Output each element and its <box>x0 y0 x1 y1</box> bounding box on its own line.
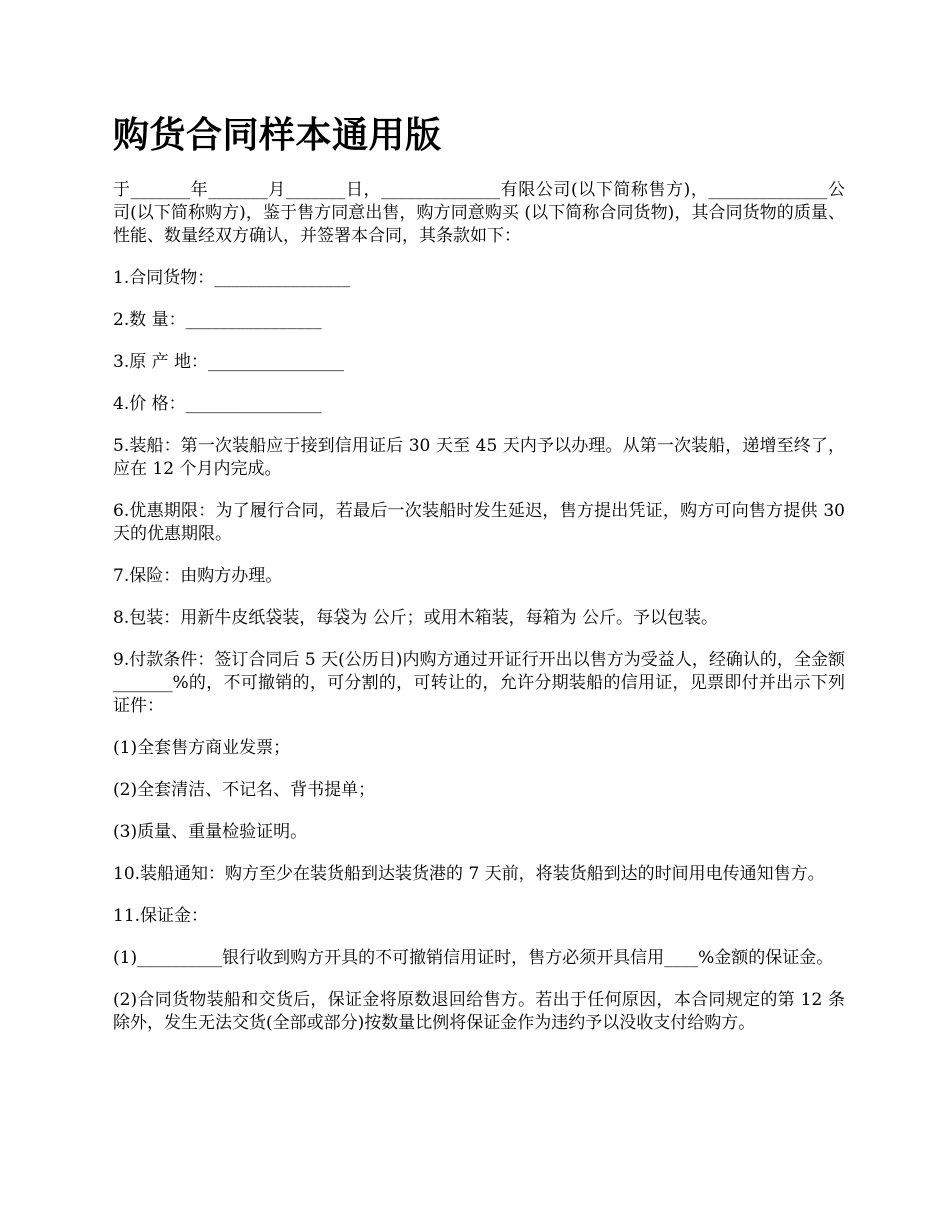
clause-grace-period: 6.优惠期限：为了履行合同，若最后一次装船时发生延迟，售方提出凭证，购方可向售方提供 30 天的优惠期限。 <box>113 501 845 544</box>
payment-document-inspection: (3)质量、重量检验证明。 <box>113 822 308 842</box>
clause-quantity: 2.数 量：________________ <box>113 310 322 330</box>
document-page <box>113 108 845 1054</box>
clause-price: 4.价 格：________________ <box>113 394 322 414</box>
deposit-item-1: (1)__________银行收到购方开具的不可撤销信用证时，售方必须开具信用____%金额的保证金。 <box>113 948 834 968</box>
preamble-paragraph: 于_______年_______月_______日，______________有限公司(以下简称售方)，______________公司(以下简称购方)，鉴于售方同意出售，购方同意购买 (以下简称合同货物)，其合同货物的质量、性能、数量经双方确认，并签署本合同，其条款如下： <box>113 180 845 246</box>
clause-packing: 8.包装：用新牛皮纸袋装，每袋为 公斤；或用木箱装，每箱为 公斤。予以包装。 <box>113 608 719 628</box>
clause-deposit: 11.保证金： <box>113 906 209 926</box>
clause-goods: 1.合同货物：________________ <box>113 268 351 288</box>
payment-document-invoice: (1)全套售方商业发票； <box>113 738 291 758</box>
document-title: 购货合同样本通用版 <box>113 115 442 156</box>
deposit-item-2: (2)合同货物装船和交货后，保证金将原数退回给售方。若出于任何原因，本合同规定的第 12 条除外，发生无法交货(全部或部分)按数量比例将保证金作为违约予以没收支付给购方。 <box>113 990 845 1033</box>
clause-shipping-notice: 10.装船通知：购方至少在装货船到达装货港的 7 天前，将装货船到达的时间用电传通知售方。 <box>113 864 825 884</box>
clause-shipment: 5.装船：第一次装船应于接到信用证后 30 天至 45 天内予以办理。从第一次装船，递增至终了，应在 12 个月内完成。 <box>113 436 845 479</box>
clause-origin: 3.原 产 地：________________ <box>113 352 345 372</box>
clause-insurance: 7.保险：由购方办理。 <box>113 566 283 586</box>
clause-payment: 9.付款条件：签订合同后 5 天(公历日)内购方通过开证行开出以售方为受益人，经确认的，全金额_______%的，不可撤销的，可分割的，可转让的，允许分期装船的信用证，见票即付并出示下列证件： <box>113 650 845 716</box>
payment-document-bill-of-lading: (2)全套清洁、不记名、背书提单； <box>113 780 376 800</box>
